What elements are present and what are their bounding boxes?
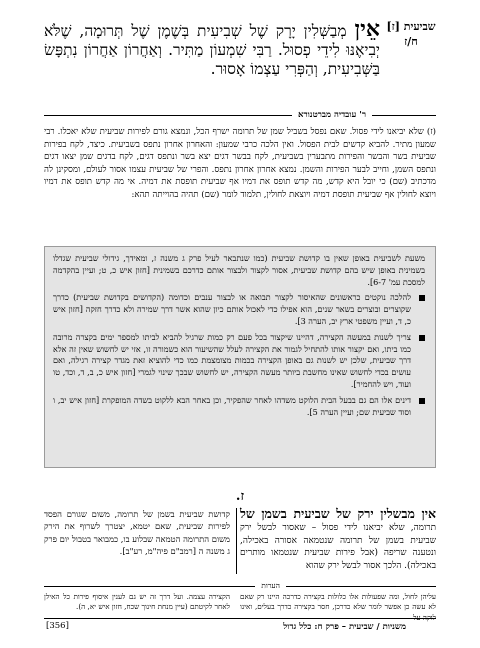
mishnah-lead-phrase: אין מבשלין ירק של שביעית בשמן של <box>240 506 436 521</box>
explanation-column: קדושת שביעית בשמן של תרומה, משום שגורם הפסד לפירות שביעית, שאם יטמא, יצטרך לשרוף את הירק משום התרומה הטמאה שבלוע בו, כמבואר בטבול יום פרק ג משנה ה [רמב"ם פיה"מ, רע"ב]. <box>44 509 230 557</box>
column-divider <box>236 508 237 574</box>
note-item <box>53 395 425 419</box>
note-item <box>53 292 425 327</box>
chapter-mishnah-number: ח/ז <box>404 35 418 48</box>
section-marker: ז. <box>235 489 245 504</box>
mishnah-column-text: תרומה, שלא יביאנו לידי פסול – שאסור לבשל ירק שביעית בשמן של תרומה שנטמאה אסורה באכילה, ונטענה שריפה (אבל פירות שביעית שנטמאו מותרים באכילה). הלכך אסור לבשל ירק שהוא <box>240 523 436 571</box>
notes-intro: משעת לשביעית באופן שאין בו קדושת שביעית (כמו שנתבאר לעיל פרק ג משנה ז, ומאידך, גידולי שביעית שגדלו בשמינית באופן שיש בהם קדושת שביעית, אסור לקצור ולבצור אותם כדרכם בשמינית [חזון איש כ, ט; ועיין בהקדמה למסכת עמ' 6-7]. <box>53 253 425 287</box>
note-text: להלכה נוקטים כראשונים שהאיסור לקצור תבואה או לבצור ענבים וכדומה (הקדושים בקדושת שביעית) כדרך שקוצרים ובוצרים בשאר שנים, הוא אפילו כדי לאכול אותם כיון שהוא אשר דרך שמירה ולא כדרך חזקה [חזון איש כ, ד, ועיין משפטי ארץ יב, הערה 3]. <box>53 292 411 326</box>
tractate-label <box>386 20 436 48</box>
page-number: [356] <box>46 621 69 631</box>
note-text: צריך לשנות במעשה הקצירה, דהיינו שיקצור בכל פעם רק כמות שרגיל להביא לביתו למספר ימים בקצרה מרובה כמו ביתו, ואם יקצור אותו להתחיל לגמור את הקצירה לעלל שהשיעור הוא כשמורה זו, אזי יש לחשוש שאין זה אלא דרך שביעית, שלכן יש לשנות גם באופן הקצירה בכמות מצומצמת כמו כדי להוציא זאת מגדר קצירה רגילה, ואם עושים בכדי לחשוש שאינו מחשבת ביותר מעשה הקצירה, יש לחשוש שבכך שינוי לגמרי [חזון איש כ, ב, ד, וכד, טו ועוד, ויש להחמיר]. <box>53 331 411 389</box>
commentary-header <box>44 108 436 122</box>
mishnah-heading-block <box>44 16 436 100</box>
footnotes-header <box>44 580 436 592</box>
mishnah-text <box>44 16 380 79</box>
square-bullet-icon <box>419 295 425 301</box>
square-bullet-icon <box>419 335 425 341</box>
commentary-title: ר' עובדיה מברטנורא <box>292 108 372 122</box>
footnote-left-column: הקצירה עצמה. ועל דרך זה יש גם לענין איסוף פירות כל האילן לאחר לקיטתם (עיין מנחת חינוך שכח, חזון איש יא, ה). <box>44 592 230 612</box>
note-item <box>53 332 425 391</box>
document-page <box>44 16 436 632</box>
mishnah-body: מְבַשְּׁלִין יָרָק שֶׁל שְׁבִיעִית בְּשֶׁמֶן שֶׁל תְּרוּמָה, שֶׁלֹּא יְבִיאֶנּוּ לִידֵי פְסוּל. רַבִּי שִׁמְעוֹן מַתִּיר. וְאַחֲרוֹן אַחֲרוֹן נִתְפָּשׂ בַּשְּׁבִיעִית, וְהַפְּרִי עַצְמוֹ אָסוּר. <box>44 22 380 78</box>
bartenura-commentary: (ז) שלא יביאנו לידי פסול. שאם נפסל בשביל שמן של תרומה ישרף הכל, ונמצא גורם לפירות שביעית שלא יאכלו. רבי שמעון מתיר. להביא קדשים לבית הפסול. ואין הלכה כרבי שמעון: והאחרון אחרון נתפס בשביעית. כיצד, לקח בפירות שביעית בשר והבשר והפירות מתבערין בשביעית, לקח בבשר דגים יצא בשר ונתפס דגים, לקח בדגים שמן יצאו דגים ונתפס השמן, וחייב לבער הפירות והשמן. נמצא אחרון אחרון נתפס. והפרי של שביעית עצמו אסור לעולם, ומסקינן לה מדכתיב (שם) כי יובל היא קדש, מה קדש תופס את דמיו אף שביעית תופסת את דמיה. אי מה קדש תופס את דמיו ויוצא לחולין אף שביעית תופסת דמיה ויוצאת לחולין, תלמוד לומר (שם) תהיה בהוייתה תהא: <box>44 127 436 200</box>
running-title: משניות / שביעית – פרק ח: כלל גדול <box>283 622 406 632</box>
halacha-notes-box <box>44 246 436 468</box>
footnotes <box>44 592 436 622</box>
mishnah-lead-word: אֵין <box>354 16 380 42</box>
footnote-right-column: עליהן לחול, ומה שפעולות אלו כלולות בקצירה כדרכה היינו רק שאם לא עשה כן אפשר לומר שלא כדרכן, חסר בקצירה כדרך בעלים, ואינו לוקה על <box>240 592 436 622</box>
footnotes-header-rule <box>44 586 436 587</box>
footnotes-title: הערות <box>255 580 286 592</box>
page-footer <box>44 618 436 633</box>
note-text: דינים אלו הם גם בבעל הבית הלוקט משדהו לאחר שהפקיר, וכן באחר הבא ללקוט בשדה המופקרת [חזון איש יב, ו וסוד שביעית שם; ועיין הערה 5]. <box>53 394 411 417</box>
mishnah-column <box>240 508 436 572</box>
mishnah-explanation-columns <box>44 508 436 574</box>
square-bullet-icon <box>419 398 425 404</box>
tractate-label-name: שביעית [ז] <box>386 20 436 33</box>
commentary-header-rule <box>44 115 436 116</box>
